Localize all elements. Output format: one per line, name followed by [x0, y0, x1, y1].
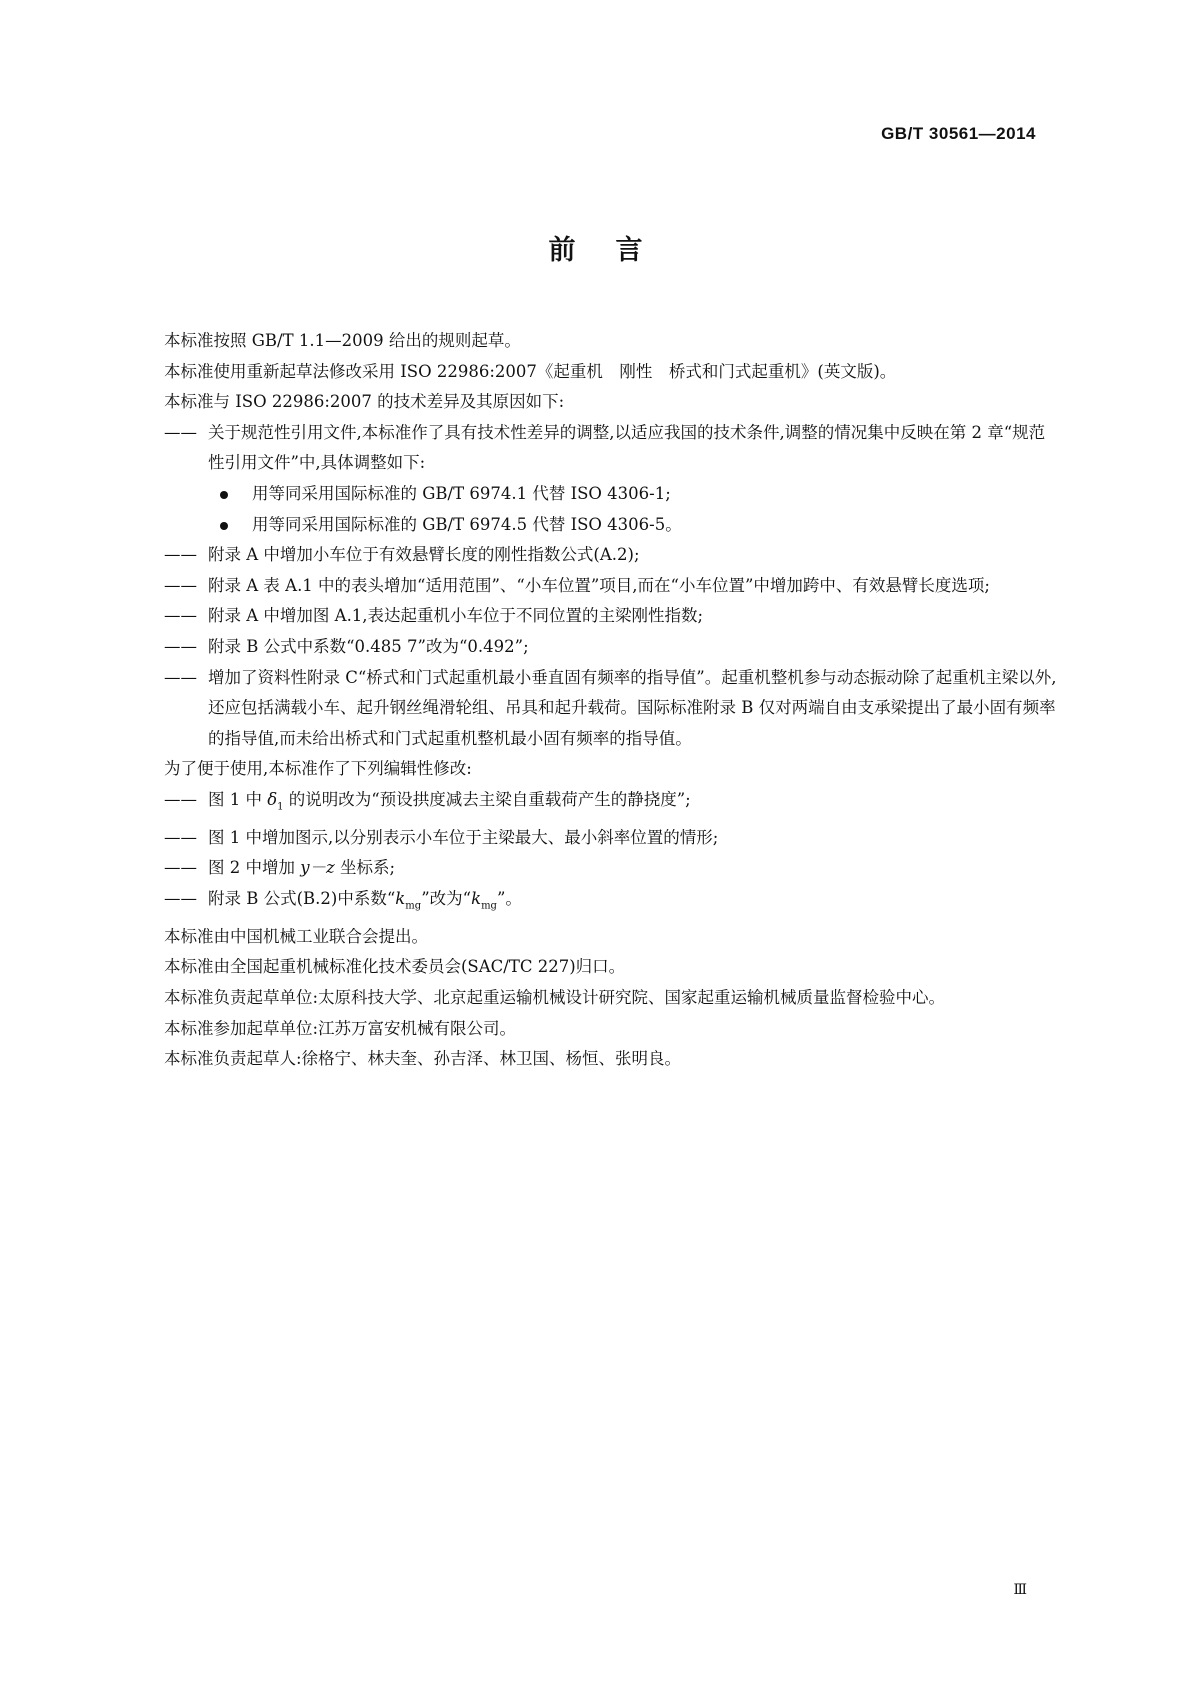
subscript: mg	[405, 900, 422, 912]
bullet-icon	[220, 522, 228, 530]
dash-mark: ——	[164, 545, 197, 565]
dash-mark: ——	[164, 422, 197, 442]
list-item-text: 关于规范性引用文件,本标准作了具有技术性差异的调整,以适应我国的技术条件,调整的情况集中反映在第 2 章“规范性引用文件”中,具体调整如下:	[208, 422, 1046, 473]
list-item-text: ”改为“	[421, 888, 472, 908]
standard-code: GB/T 30561—2014	[881, 124, 1036, 143]
dash-mark: ——	[164, 858, 197, 878]
dash-mark: ——	[164, 888, 197, 908]
dash-mark: ——	[164, 636, 197, 656]
list-item	[120, 853, 1060, 884]
paragraph: 本标准由中国机械工业联合会提出。	[164, 926, 428, 946]
coefficient-symbol: k	[395, 888, 406, 908]
list-item-text: 图 1 中增加图示,以分别表示小车位于主梁最大、最小斜率位置的情形;	[208, 827, 719, 847]
paragraph: 本标准负责起草单位:太原科技大学、北京起重运输机械设计研究院、国家起重运输机械质量监督检验中心。	[164, 988, 946, 1008]
dash-mark: ——	[164, 667, 197, 687]
paragraph: 本标准参加起草单位:江苏万富安机械有限公司。	[164, 1018, 517, 1038]
list-item-text: 附录 B 公式中系数“0.485 7”改为“0.492”;	[208, 636, 529, 656]
bullet-icon	[220, 491, 228, 499]
delta-symbol: δ	[267, 789, 278, 809]
list-item	[120, 823, 1060, 854]
dash-mark: ——	[164, 789, 197, 809]
dash-mark: ——	[164, 606, 197, 626]
list-item-text: 附录 A 表 A.1 中的表头增加“适用范围”、“小车位置”项目,而在“小车位置”中增加跨中、有效悬臂长度选项;	[208, 575, 990, 595]
list-item	[120, 632, 1060, 663]
list-item-text: 附录 A 中增加图 A.1,表达起重机小车位于不同位置的主梁刚性指数;	[208, 606, 704, 626]
list-item	[120, 884, 1060, 922]
paragraph: 本标准使用重新起草法修改采用 ISO 22986:2007《起重机 刚性 桥式和门式起重机》(英文版)。	[164, 361, 897, 381]
subscript: 1	[277, 801, 284, 813]
bullet-item	[120, 510, 1060, 541]
paragraph: 本标准按照 GB/T 1.1—2009 给出的规则起草。	[164, 331, 521, 350]
bullet-text: 用等同采用国际标准的 GB/T 6974.5 代替 ISO 4306-5。	[252, 514, 682, 534]
list-item-text: 增加了资料性附录 C“桥式和门式起重机最小垂直固有频率的指导值”。起重机整机参与动态振动除了起重机主梁以外,还应包括满载小车、起升钢丝绳滑轮组、吊具和起升载荷。国际标准附录 B 仅对两端自由支承梁提出了最小固有频率的指导值,而未给出桥式和门式起重机整机最小固有频率的指导值。	[208, 667, 1057, 748]
subscript: mg	[481, 900, 497, 912]
paragraph: 本标准由全国起重机械标准化技术委员会(SAC/TC 227)归口。	[164, 957, 626, 977]
list-item	[120, 601, 1060, 632]
bullet-item	[120, 479, 1060, 510]
list-item	[120, 571, 1060, 602]
list-item	[120, 785, 1060, 823]
dash-mark: ——	[164, 575, 197, 595]
coordinate-symbol: y－z	[300, 858, 335, 878]
dash-mark: ——	[164, 827, 197, 847]
list-item	[120, 540, 1060, 571]
list-item-text: 图 1 中	[208, 789, 268, 809]
bullet-text: 用等同采用国际标准的 GB/T 6974.1 代替 ISO 4306-1;	[252, 483, 671, 503]
list-item-text: 图 2 中增加	[208, 858, 301, 878]
foreword-body	[120, 326, 1060, 1075]
list-item-text: ”。	[496, 888, 522, 908]
paragraph: 本标准与 ISO 22986:2007 的技术差异及其原因如下:	[164, 392, 565, 412]
page-number: Ⅲ	[1013, 1582, 1026, 1598]
coefficient-symbol: k	[471, 888, 482, 908]
list-item	[120, 663, 1060, 755]
list-item-text: 的说明改为“预设拱度减去主梁自重载荷产生的静挠度”;	[283, 789, 691, 809]
paragraph: 本标准负责起草人:徐格宁、林夫奎、孙吉泽、林卫国、杨恒、张明良。	[164, 1049, 682, 1069]
list-item-text: 坐标系;	[334, 858, 396, 878]
list-item-text: 附录 B 公式(B.2)中系数“	[208, 888, 396, 908]
page-title: 前言	[548, 235, 683, 266]
list-item-text: 附录 A 中增加小车位于有效悬臂长度的刚性指数公式(A.2);	[208, 545, 640, 565]
paragraph: 为了便于使用,本标准作了下列编辑性修改:	[164, 759, 472, 779]
list-item	[120, 418, 1060, 479]
